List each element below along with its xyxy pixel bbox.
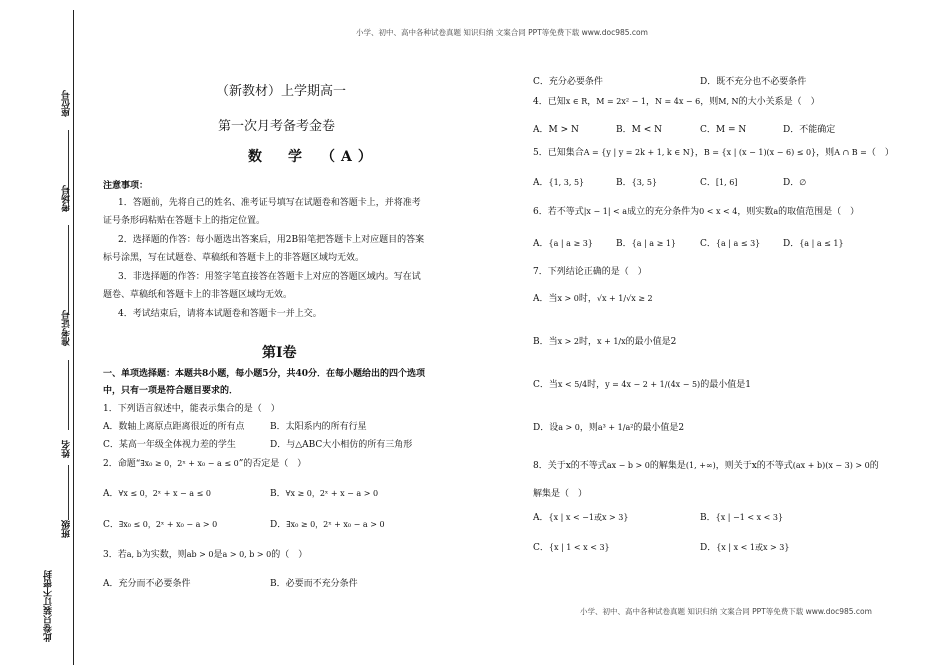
q2-option-c-label: C． [103, 520, 119, 530]
q7-option-d [533, 422, 684, 434]
q5-option-d-math: ∅ [799, 178, 807, 187]
exam-room-blank [68, 225, 69, 315]
q8-option-a [533, 512, 628, 524]
q4-math-4: M, N [718, 97, 739, 106]
q6-math-2: 0 < x < 4 [699, 207, 738, 216]
q6-math-1: |x − 1| < a [583, 207, 628, 216]
q4-option-d: D．不能确定 [783, 125, 836, 135]
q3-stem-pre: 3．若 [103, 550, 127, 560]
q6-option-a [533, 238, 593, 250]
seat-number-label: 座位号 [62, 90, 72, 117]
q8-stem-line-2: 解集是（ ） [533, 489, 588, 499]
q3-option-d: D．既不充分也不必要条件 [700, 77, 807, 87]
note-3a: 3．非选择题的作答：用签字笔直接答在答题卡上对应的答题区域内。写在试 [118, 272, 421, 282]
q8-math-3: (ax + b)(x − 3) > 0 [792, 461, 870, 470]
note-2b: 标号涂黑，写在试题卷、草稿纸和答题卡上的非答题区域均无效。 [103, 253, 365, 263]
q2-option-d-math: ∃x₀ ≥ 0，2ˣ + x₀ − a > 0 [286, 520, 385, 529]
q4-stem: 4．已知x ∈ R，M = 2x² − 1，N = 4x − 6，则M, N的大小关系是（ ） [533, 97, 820, 107]
note-4: 4．考试结束后，请将本试题卷和答题卡一并上交。 [118, 309, 322, 319]
q7-option-c-cond: x < 5/4 [557, 380, 588, 389]
q6-stem [533, 206, 859, 218]
q5-option-c-math: [1, 6] [715, 178, 738, 187]
q8-option-d-math: {x | x < 1或x > 3} [716, 543, 790, 552]
q1-option-a: A．数轴上离原点距离很近的所有点 [103, 422, 245, 432]
q6-option-b [616, 238, 676, 250]
q6-option-a-label: A． [533, 239, 549, 249]
q6-stem-mid1: 成立的充分条件为 [627, 207, 700, 217]
seal-notice: 此卷只装订不密封 [44, 570, 54, 642]
q3-cond2: a > 0, b > 0 [222, 550, 272, 559]
q7-option-b-math: x + 1/x [597, 337, 626, 346]
q3-stem-mid1: 为实数，则 [141, 550, 187, 560]
notes-heading: 注意事项： [103, 181, 149, 191]
q4-stem-mid: ，则 [700, 97, 719, 107]
q5-intersection: A ∩ B = [834, 148, 867, 157]
q8-option-a-math: {x | x < −1或x > 3} [548, 513, 629, 522]
page-header: 小学、初中、高中各种试卷真题 知识归纳 文案合同 PPT等免费下载 www.doc985.com [356, 28, 648, 37]
q7-option-a-cond: x > 0 [557, 294, 579, 303]
q6-option-c-label: C． [700, 239, 716, 249]
q7-option-b-post: 的最小值是2 [625, 337, 677, 347]
q5-stem-mid: ，则 [816, 148, 835, 158]
q8-option-c-math: {x | 1 < x < 3} [548, 543, 610, 552]
volume-heading: 第Ⅰ卷 [262, 345, 297, 361]
q7-option-c-label: C．当 [533, 380, 558, 390]
q7-option-a-math: √x + 1/√x ≥ 2 [596, 294, 653, 303]
q6-stem-post: 的取值范围是（ ） [778, 207, 860, 217]
q8-option-d [700, 542, 789, 554]
section-heading-line-1: 一、单项选择题：本题共8小题，每小题5分，共40分．在每小题给出的四个选项 [103, 369, 426, 379]
q3-option-c: C．充分必要条件 [533, 77, 603, 87]
q7-option-d-label: D．设 [533, 423, 559, 433]
name-blank [68, 465, 69, 520]
q2-option-c [103, 519, 217, 531]
q3-cond1: ab > 0 [186, 550, 214, 559]
class-label: 班级 [62, 520, 72, 538]
q2-option-b [270, 488, 378, 500]
q8-option-c [533, 542, 610, 554]
q6-var: a [773, 207, 779, 216]
q5-option-a-label: A． [533, 178, 549, 188]
q8-stem-mid1: 的解集是 [649, 461, 686, 471]
q5-option-a-math: {1, 3, 5} [548, 178, 585, 187]
q6-option-d-math: {a | a ≤ 1} [799, 239, 844, 248]
exam-room-label: 考场号 [62, 185, 72, 212]
q2-stem-post: ”的否定是（ ） [238, 459, 307, 469]
q8-stem-post: 的 [869, 461, 879, 471]
q4-math-3: N = 4x − 6 [654, 97, 701, 106]
q6-option-c-math: {a | a ≤ 3} [715, 239, 761, 248]
q4-stem-post: 的大小关系是（ ） [738, 97, 820, 107]
q8-stem-pre: 8．关于x的不等式 [533, 461, 607, 471]
q3-vars: a, b [126, 550, 142, 559]
q5-option-b-label: B． [616, 178, 632, 188]
q8-stem [533, 460, 879, 472]
section-heading-line-2: 中，只有一项是符合题目要求的． [103, 386, 239, 396]
q5-option-c [700, 177, 737, 189]
q2-option-b-math: ∀x ≥ 0，2ˣ + x − a > 0 [285, 489, 379, 498]
note-1b: 证号条形码粘贴在答题卡上的指定位置。 [103, 216, 266, 226]
q2-option-b-label: B． [270, 489, 286, 499]
q8-option-a-label: A． [533, 513, 549, 523]
q6-stem-pre: 6．若不等式 [533, 207, 584, 217]
note-1a: 1．答题前，先将自己的姓名、准考证号填写在试题卷和答题卡上，并将准考 [118, 198, 421, 208]
q5-set-b: B = {x | (x − 1)(x − 6) ≤ 0} [703, 148, 817, 157]
q1-option-b: B．太阳系内的所有行星 [270, 422, 367, 432]
q7-option-b-mid: 时， [579, 337, 598, 347]
q2-option-a-math: ∀x ≤ 0，2ˣ + x − a ≤ 0 [118, 489, 211, 498]
q4-math-2: M = 2x² − 1 [596, 97, 646, 106]
title-subject: 数 学 （A） [248, 149, 378, 165]
q8-option-b-label: B． [700, 513, 716, 523]
q6-option-b-math: {a | a ≥ 1} [631, 239, 677, 248]
name-label: 姓名 [62, 440, 72, 458]
q2-option-d-label: D． [270, 520, 287, 530]
q5-option-a [533, 177, 584, 189]
q7-option-b-label: B．当 [533, 337, 558, 347]
q5-option-d [783, 177, 806, 189]
q7-option-b-cond: x > 2 [557, 337, 580, 346]
q4-math-1: x ∈ R [565, 97, 588, 106]
q5-set-a: A = {y | y = 2k + 1, k ∈ N} [583, 148, 695, 157]
q7-option-c-post: 的最小值是1 [700, 380, 751, 390]
q8-math-2: (1, +∞) [685, 461, 716, 470]
q7-option-d-post: 的最小值是2 [633, 423, 685, 433]
q6-option-d-label: D． [783, 239, 800, 249]
q7-option-c [533, 379, 751, 391]
q7-option-c-math: y = 4x − 2 + 1/(4x − 5) [605, 380, 701, 389]
q7-option-d-math: a³ + 1/a² [597, 423, 634, 432]
q7-option-a-mid: 时， [578, 294, 597, 304]
q8-option-b [700, 512, 783, 524]
q3-stem-mid2: 是 [213, 550, 223, 560]
q7-option-d-cond: a > 0 [558, 423, 580, 432]
binding-line [73, 10, 74, 665]
q1-stem: 1．下列语言叙述中，能表示集合的是（ ） [103, 404, 280, 414]
q3-option-b: B．必要而不充分条件 [270, 579, 358, 589]
q8-stem-mid2: ，则关于x的不等式 [715, 461, 793, 471]
q8-option-d-label: D． [700, 543, 717, 553]
q2-option-d [270, 519, 385, 531]
q7-option-b [533, 336, 676, 348]
q6-option-c [700, 238, 760, 250]
q4-option-a: A．M > N [533, 125, 579, 135]
note-2a: 2．选择题的作答：每小题选出答案后，用2B铅笔把答题卡上对应题目的答案 [118, 235, 425, 245]
q7-option-d-mid: ，则 [579, 423, 598, 433]
page-footer: 小学、初中、高中各种试卷真题 知识归纳 文案合同 PPT等免费下载 www.doc985.com [580, 607, 872, 616]
admission-number-label: 准考证号 [62, 310, 72, 346]
q5-option-c-label: C． [700, 178, 716, 188]
q3-stem [103, 549, 307, 561]
q5-option-b-math: {3, 5} [631, 178, 658, 187]
q5-option-d-label: D． [783, 178, 800, 188]
q7-option-c-mid: 时， [587, 380, 606, 390]
q4-stem-pre: 4．已知 [533, 97, 566, 107]
q3-option-a: A．充分而不必要条件 [103, 579, 191, 589]
q6-option-b-label: B． [616, 239, 632, 249]
q6-stem-mid2: ，则实数 [737, 207, 774, 217]
q2-option-c-math: ∃x₀ ≤ 0，2ˣ + x₀ − a > 0 [118, 520, 218, 529]
q5-option-b [616, 177, 657, 189]
q7-option-a-label: A．当 [533, 294, 558, 304]
q8-option-c-label: C． [533, 543, 549, 553]
q7-option-a [533, 293, 653, 305]
admission-number-blank [68, 360, 69, 430]
q6-option-a-math: {a | a ≥ 3} [548, 239, 593, 248]
q1-option-d: D．与△ABC大小相仿的所有三角形 [270, 440, 413, 450]
q2-stem-pre: 2．命题“ [103, 459, 141, 469]
q4-option-c: C．M = N [700, 125, 747, 135]
note-3b: 题卷、草稿纸和答题卡上的非答题区域均无效。 [103, 290, 293, 300]
q2-stem-math: ∃x₀ ≥ 0，2ˣ + x₀ − a ≤ 0 [140, 459, 239, 468]
title-line-1: （新教材）上学期高一 [216, 84, 347, 99]
q2-stem [103, 458, 306, 470]
q5-stem-post: （ ） [866, 148, 894, 158]
q1-option-c: C．某高一年级全体视力差的学生 [103, 440, 236, 450]
q2-option-a-label: A． [103, 489, 119, 499]
q3-stem-post: 的（ ） [271, 550, 308, 560]
q4-option-b: B．M < N [616, 125, 662, 135]
q8-option-b-math: {x | −1 < x < 3} [715, 513, 784, 522]
title-line-2: 第一次月考备考金卷 [218, 119, 336, 134]
q5-stem-pre: 5．已知集合 [533, 148, 584, 158]
q7-stem: 7．下列结论正确的是（ ） [533, 267, 647, 277]
q8-math-1: ax − b > 0 [606, 461, 650, 470]
q5-stem: 5．已知集合A = {y | y = 2k + 1, k ∈ N}，B = {x | (x − 1)(x − 6) ≤ 0}，则A ∩ B =（ ） [533, 148, 894, 158]
q6-option-d [783, 238, 844, 250]
q2-option-a [103, 488, 211, 500]
